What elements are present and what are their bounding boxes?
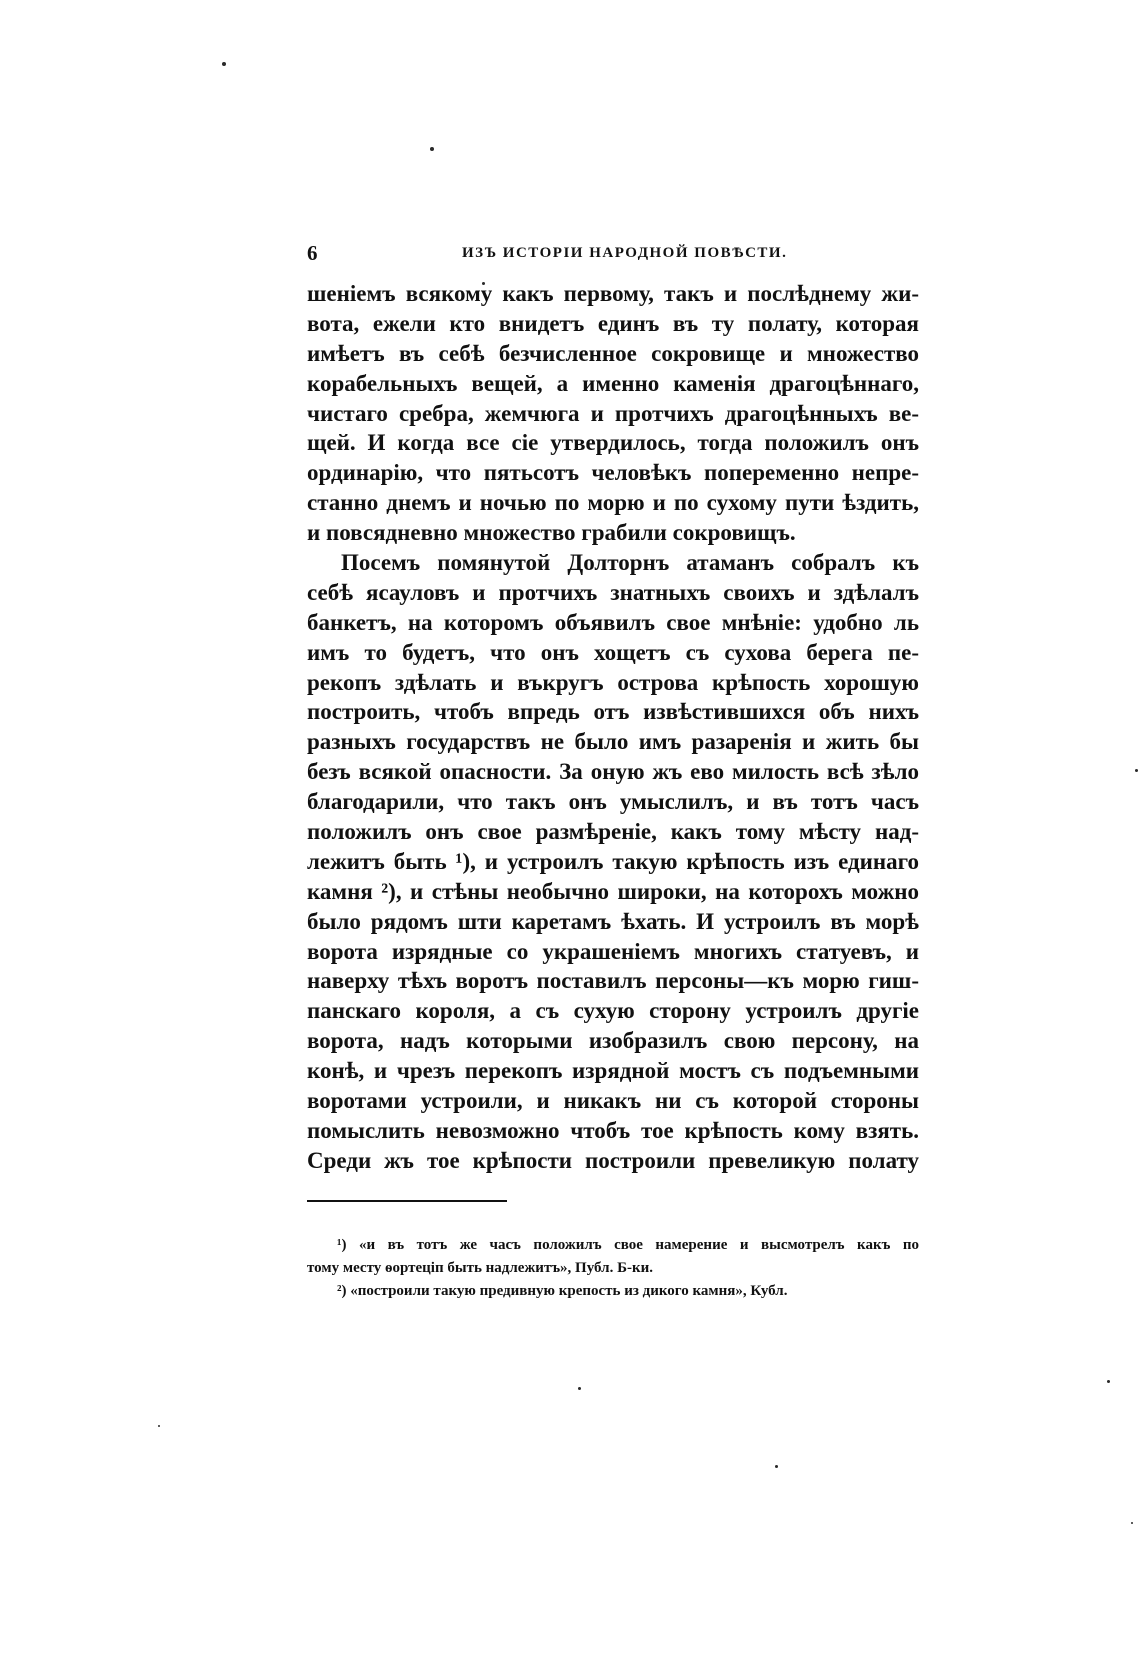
text-line: наверху тѣхъ воротъ поставилъ персоны—къ морю гиш- — [307, 968, 919, 994]
text-line: разныхъ государствъ не было имъ разаренія и жить бы — [307, 729, 919, 755]
text-line: ординарію, что пятьсотъ человѣкъ попеременно непре- — [307, 460, 919, 486]
text-line: корабельныхъ вещей, а именно каменія драгоцѣннаго, — [307, 370, 919, 396]
text-line: было рядомъ шти каретамъ ѣхать. И устроилъ въ морѣ — [307, 908, 919, 934]
text-line: безъ всякой опасности. За оную жъ ево милость всѣ зѣло — [307, 759, 919, 785]
text-line: конѣ, и чрезъ перекопъ изрядной мостъ съ подъемными — [307, 1058, 919, 1084]
text-line: панскаго короля, а съ сухую сторону устроилъ другіе — [307, 998, 919, 1024]
scan-speck — [578, 1387, 581, 1390]
running-title: ИЗЪ ИСТОРІИ НАРОДНОЙ ПОВѢСТИ. — [462, 245, 788, 261]
text-line: станно днемъ и ночью по морю и по сухому пути ѣздить, — [307, 490, 919, 516]
text-line: щей. И когда все сіе утвердилось, тогда положилъ онъ — [307, 430, 919, 456]
text-line: Среди жъ тое крѣпости построили превеликую полату — [307, 1147, 919, 1173]
footnotes — [307, 1234, 919, 1303]
scan-speck — [1135, 769, 1138, 772]
text-line: рекопъ здѣлать и въкругъ острова крѣпость хорошую — [307, 669, 919, 695]
text-line: банкетъ, на которомъ объявилъ свое мнѣніе: удобно ль — [307, 609, 919, 635]
running-header — [307, 240, 788, 266]
text-line: положилъ онъ свое размѣреніе, какъ тому мѣсту над- — [307, 819, 919, 845]
scan-speck — [222, 62, 226, 66]
text-line: лежитъ быть ¹), и устроилъ такую крѣпость изъ единаго — [307, 848, 919, 874]
text-line: благодарили, что такъ онъ умыслилъ, и въ тотъ часъ — [307, 789, 919, 815]
scan-speck — [430, 147, 434, 151]
scan-speck — [158, 1425, 160, 1427]
scan-speck — [1131, 1522, 1133, 1524]
scan-speck — [775, 1465, 778, 1468]
text-line: воротами устроили, и никакъ ни съ которой стороны — [307, 1088, 919, 1114]
text-line: камня ²), и стѣны необычно широки, на которохъ можно — [307, 878, 919, 904]
footnote-line: ²) «построили такую предивную крепость из дикого камня», Кубл. — [337, 1283, 788, 1299]
text-line: ворота, надъ которыми изобразилъ свою персону, на — [307, 1028, 919, 1054]
text-line: помыслить невозможно чтобъ тое крѣпость кому взять. — [307, 1117, 919, 1143]
text-line: имъ то будетъ, что онъ хощетъ съ сухова берега пе- — [307, 639, 919, 665]
text-line: имѣетъ въ себѣ безчисленное сокровище и множество — [307, 340, 919, 366]
page-number: 6 — [307, 241, 318, 265]
text-line: вота, ежели кто внидетъ единъ въ ту полату, которая — [307, 310, 919, 336]
footnote-divider — [307, 1200, 507, 1202]
scan-speck — [1107, 1380, 1110, 1383]
footnote-line: тому месту ѳортеціп быть надлежитъ», Публ. Б-ки. — [307, 1260, 654, 1276]
text-line: Посемъ помянутой Долторнъ атаманъ собралъ къ — [341, 550, 919, 576]
footnote-line: ¹) «и въ тотъ же часъ положилъ свое намерение и высмотрелъ какъ по — [337, 1237, 919, 1253]
text-line: построить, чтобъ впредь отъ извѣстившихся объ нихъ — [307, 699, 919, 725]
text-line: шеніемъ всякому какъ первому, такъ и послѣднему жи- — [307, 281, 919, 306]
text-line: ворота изрядные со украшеніемъ многихъ статуевъ, и — [307, 938, 919, 964]
text-line: себѣ ясауловъ и протчихъ знатныхъ своихъ и здѣлалъ — [307, 579, 919, 605]
body-text — [307, 279, 919, 1176]
text-line: и повсядневно множество грабили сокровищъ. — [307, 520, 796, 546]
text-line: чистаго сребра, жемчюга и протчихъ драгоцѣнныхъ ве- — [307, 400, 919, 426]
